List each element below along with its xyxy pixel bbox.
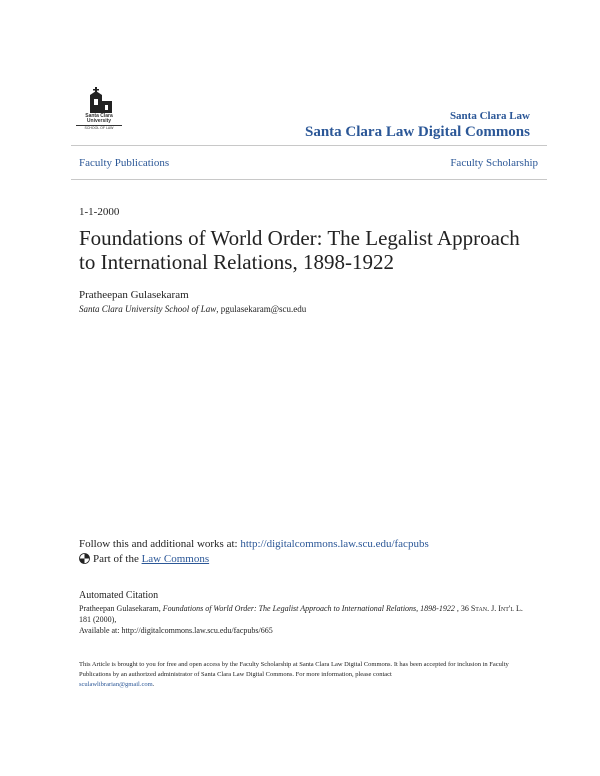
follow-link[interactable]: http://digitalcommons.law.scu.edu/facpubs xyxy=(240,538,429,550)
article-title: Foundations of World Order: The Legalist Approach to International Relations, 1898-1922 xyxy=(79,226,520,274)
logo-line-2: University xyxy=(86,118,112,124)
law-commons-link[interactable]: Law Commons xyxy=(141,553,210,565)
logo-line-3: SCHOOL OF LAW xyxy=(76,125,122,131)
contact-email-link[interactable]: sculawlibrarian@gmail.com xyxy=(79,681,153,688)
access-notice xyxy=(79,660,524,690)
nav-faculty-publications[interactable]: Faculty Publications xyxy=(79,157,170,169)
follow-prefix: Follow this and additional works at: xyxy=(79,538,241,550)
logo-wordmark xyxy=(76,114,122,131)
repository-brand[interactable] xyxy=(305,110,530,141)
citation-authors: Pratheepan Gulasekaram, xyxy=(79,604,163,613)
citation-source-post: 181 (2000), xyxy=(79,615,117,624)
citation-work: Foundations of World Order: The Legalist Approach to International Relations, 1898-1922 xyxy=(162,604,455,613)
commons-network-icon xyxy=(79,553,90,564)
notice-end: . xyxy=(152,681,155,688)
logo-line-1: Santa Clara xyxy=(85,113,113,119)
divider-bottom xyxy=(71,179,547,180)
nav-faculty-scholarship[interactable]: Faculty Scholarship xyxy=(450,157,538,169)
divider-top xyxy=(71,145,547,146)
author-email: , pgulasekaram@scu.edu xyxy=(216,304,307,314)
citation-journal: Stan. J. Int'l L. xyxy=(470,604,523,613)
part-of-line xyxy=(79,553,209,565)
author-name: Pratheepan Gulasekaram xyxy=(79,289,189,301)
author-affiliation xyxy=(79,304,306,314)
citation-available: Available at: http://digitalcommons.law.scu.edu/facpubs/665 xyxy=(79,626,273,635)
notice-text: This Article is brought to you for free and open access by the Faculty Scholarship at Santa Clara Law Digital Commons. It has been accepted for inclusion in Faculty Publications by an authorized administrator of Santa Clara Law Digital Commons. For more information, please contact xyxy=(79,661,509,678)
mission-icon xyxy=(80,85,118,115)
affiliation-name: Santa Clara University School of Law xyxy=(79,304,217,314)
brand-title: Santa Clara Law Digital Commons xyxy=(304,124,530,140)
part-prefix: Part of the xyxy=(93,553,142,565)
brand-small: Santa Clara Law xyxy=(449,110,530,122)
citation-source-pre: , 36 xyxy=(454,604,471,613)
follow-line xyxy=(79,538,429,550)
citation-heading: Automated Citation xyxy=(79,590,159,601)
citation-text xyxy=(79,603,524,636)
publication-date: 1-1-2000 xyxy=(79,206,120,218)
